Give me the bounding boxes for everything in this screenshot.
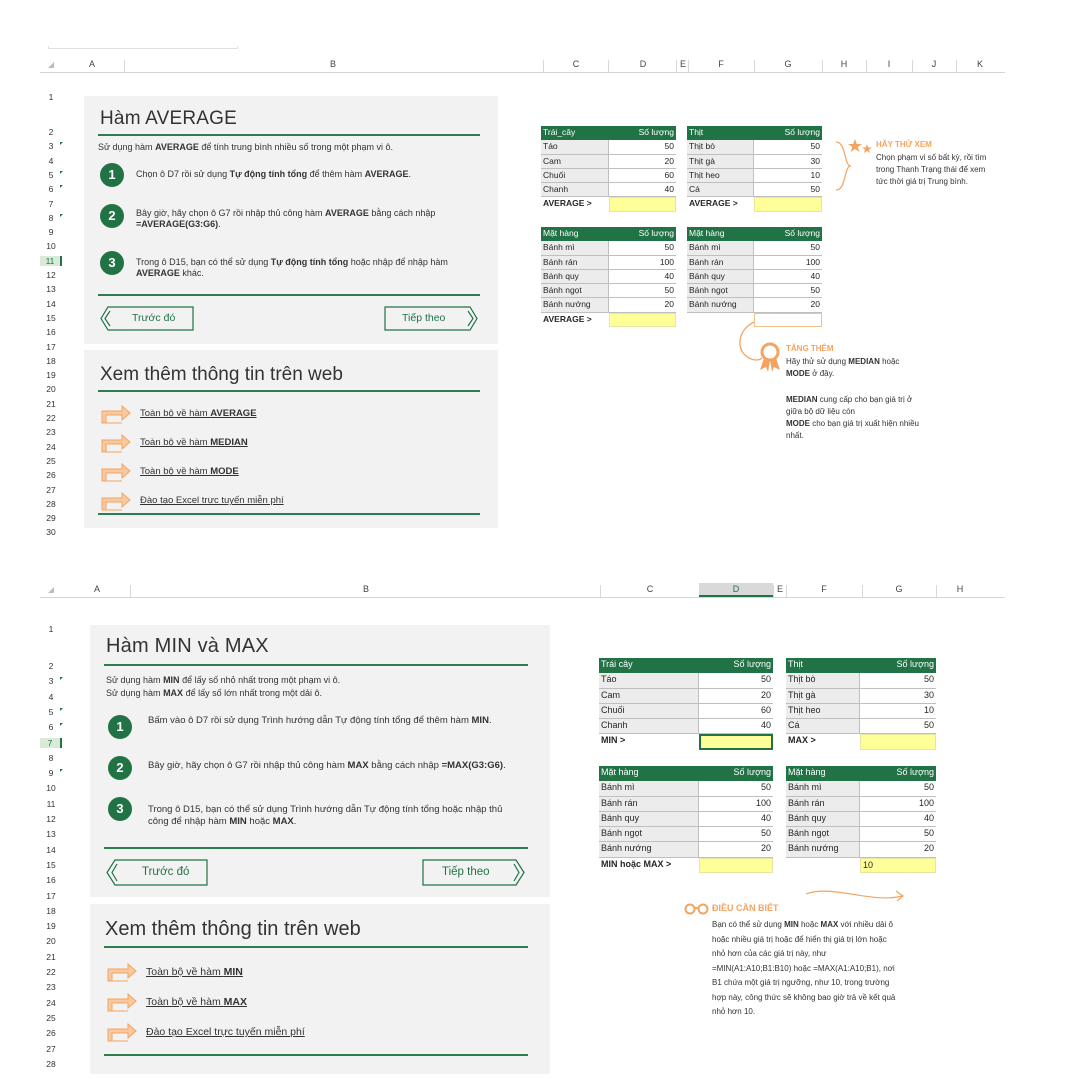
title-underline [104,664,528,666]
table-row[interactable]: Thịt heo 10 [786,704,936,719]
tip-line: hợp này, công thức sẽ không bao giờ trả về kết quả [712,992,896,1002]
ribbon-icon [758,342,782,372]
web-title-underline [98,390,480,392]
external-link-arrow-icon[interactable] [100,461,132,483]
comment-marker [60,214,63,217]
web-link[interactable]: Toàn bộ về hàm MIN [146,966,243,978]
table-row[interactable]: Bánh mì 50 [599,781,773,796]
data-table[interactable] [599,766,773,873]
column-header-row [40,583,1005,598]
tip-line: hoặc nhiều giá trị hoặc để hiển thị giá trị lớn hoặc [712,934,887,944]
previous-button[interactable]: Trước đó [100,306,194,330]
web-section-title: Xem thêm thông tin trên web [105,918,361,940]
web-link[interactable]: Toàn bộ về hàm AVERAGE [140,408,257,419]
select-all-corner[interactable] [48,587,54,593]
col-header[interactable]: C [646,584,654,594]
col-header[interactable]: B [329,59,337,69]
table-row[interactable]: Táo 50 [599,673,773,688]
row-header[interactable]: 4 [48,691,54,702]
external-link-arrow-icon[interactable] [100,432,132,454]
data-table[interactable] [687,126,822,212]
panel-title: Hàm AVERAGE [100,108,237,129]
next-button[interactable]: Tiếp theo [422,859,526,883]
curve-arrow-icon [802,884,912,914]
web-section-title: Xem thêm thông tin trên web [100,364,343,385]
table-row[interactable]: Bánh nướng 20 [786,842,936,857]
col-header[interactable]: H [956,584,964,594]
row-header[interactable]: 22 [46,967,56,977]
row-header[interactable]: 9 [48,768,54,779]
step-2-text: Bây giờ, hãy chọn ô G7 rồi nhập thủ công hàm MAX bằng cách nhập =MAX(G3:G6). [148,760,506,771]
data-table[interactable] [541,227,676,327]
row-header[interactable]: 14 [46,298,56,309]
row-header[interactable]: 10 [46,241,56,252]
external-link-arrow-icon[interactable] [106,961,138,983]
result-cell[interactable] [699,734,773,749]
worksheet-average [40,46,1005,540]
comment-marker [60,185,63,188]
web-link[interactable]: Đào tạo Excel trực tuyến miễn phí [140,495,284,506]
step-1-badge: 1 [100,163,124,187]
row-header[interactable]: 17 [46,890,56,901]
row-header[interactable]: 15 [46,312,56,323]
tip-text: Chọn phạm vi số bất kỳ, rồi tìm trong Thanh Trạng thái để xem tức thời giá trị Trung bình. [876,153,987,186]
table-row[interactable]: Cam 20 [599,689,773,704]
table-row[interactable]: Bánh nướng 20 [687,298,822,312]
web-link[interactable]: Toàn bộ về hàm MAX [146,996,247,1008]
select-all-corner[interactable] [48,62,54,68]
table-row[interactable]: Táo 50 [541,140,676,154]
intro-text: Sử dụng hàm AVERAGE để tính trung bình nhiều số trong một phạm vi ô. [98,142,394,152]
result-row[interactable]: MIN > [599,734,773,749]
col-header[interactable]: I [887,59,891,69]
step-3-badge: 3 [108,797,132,821]
panel-title: Hàm MIN và MAX [106,635,269,657]
row-header[interactable]: 6 [48,184,54,195]
row-header[interactable]: 7 [48,198,54,209]
step-1-text: Chọn ô D7 rồi sử dụng Tự động tính tổng để thêm hàm AVERAGE. [136,169,411,179]
row-header[interactable]: 7 [40,738,62,748]
row-header[interactable]: 21 [46,398,56,409]
table-row[interactable]: Bánh quy 40 [599,812,773,827]
intro-text-max: Sử dụng hàm MAX để lấy số lớn nhất trong một dải ô. [106,688,323,698]
col-header[interactable]: A [93,584,101,594]
web-divider [104,1054,528,1056]
row-header[interactable]: 18 [46,355,56,366]
row-header[interactable]: 13 [46,829,56,840]
intro-text-min: Sử dụng hàm MIN để lấy số nhỏ nhất trong một phạm vi ô. [106,675,341,685]
table-row[interactable]: Thịt gà 30 [786,689,936,704]
table-row[interactable]: Cá 50 [786,719,936,734]
column-header-row [40,58,1005,73]
stars-icon [848,138,874,158]
row-header[interactable]: 14 [46,844,56,855]
step-1-badge: 1 [108,715,132,739]
table-header[interactable]: Mặt hàng Số lượng [541,227,676,241]
row-header[interactable]: 5 [48,169,54,180]
table-row[interactable]: Bánh ngọt 50 [786,827,936,842]
step-1-text: Bấm vào ô D7 rồi sử dụng Trình hướng dẫn Tự động tính tổng để thêm hàm MIN. [148,715,492,726]
row-header[interactable]: 11 [40,256,62,266]
table-row[interactable]: Bánh rán 100 [599,797,773,812]
col-header[interactable]: B [362,584,370,594]
step-2-badge: 2 [100,204,124,228]
external-link-arrow-icon[interactable] [106,991,138,1013]
comment-marker [60,769,63,772]
next-button[interactable]: Tiếp theo [384,306,479,330]
row-header[interactable]: 11 [46,798,56,809]
table-row[interactable]: Bánh rán 100 [541,256,676,270]
col-header[interactable]: G [784,59,792,69]
table-row[interactable]: Cá 50 [687,183,822,197]
table-row[interactable]: Bánh mì 50 [687,241,822,255]
data-table[interactable] [599,658,773,750]
table-row[interactable]: Bánh mì 50 [541,241,676,255]
table-row[interactable]: Bánh mì 50 [786,781,936,796]
table-row[interactable]: Bánh rán 100 [687,256,822,270]
external-link-arrow-icon[interactable] [100,490,132,512]
comment-marker [60,677,63,680]
divider [98,294,480,296]
row-header[interactable]: 27 [46,1043,56,1054]
row-header[interactable]: 4 [48,155,54,166]
external-link-arrow-icon[interactable] [100,403,132,425]
result-row[interactable]: MAX > [786,734,936,749]
row-header[interactable]: 2 [48,127,54,137]
table-row[interactable]: Thịt bò 50 [687,140,822,154]
glasses-icon [684,903,710,915]
result-cell[interactable] [609,197,676,211]
col-header[interactable]: D [639,59,647,69]
row-header[interactable]: 6 [48,722,54,733]
table-row[interactable]: Chuối 60 [541,169,676,183]
row-header[interactable]: 23 [46,982,56,993]
web-link[interactable]: Toàn bộ về hàm MODE [140,466,239,477]
row-header[interactable]: 21 [46,951,56,962]
row-header[interactable]: 20 [46,384,56,395]
comment-marker [60,708,63,711]
row-header[interactable]: 24 [46,997,56,1008]
row-header[interactable]: 1 [48,92,54,102]
result-row[interactable]: AVERAGE > [687,197,822,211]
row-header[interactable]: 12 [46,814,56,824]
table-row[interactable]: Chuối 60 [599,704,773,719]
col-header[interactable]: D [732,584,740,594]
tip2-title: TĂNG THÊM [786,344,834,353]
step-2-badge: 2 [108,756,132,780]
row-header[interactable]: 13 [46,284,56,295]
row-header[interactable]: 17 [46,341,56,352]
table-row[interactable]: Bánh ngọt 50 [541,284,676,298]
instruction-panel [90,625,550,897]
row-header[interactable]: 28 [46,1058,56,1069]
table-row[interactable]: Thịt heo 10 [687,169,822,183]
tip-title: ĐIỀU CẦN BIẾT [712,903,779,913]
step-3-badge: 3 [100,251,124,275]
comment-marker [60,171,63,174]
web-links-panel [90,904,550,1074]
row-header[interactable]: 15 [46,859,56,870]
tab-strip [48,46,238,49]
tip-text [712,918,974,1020]
table-header[interactable]: Mặt hàng Số lượng [687,227,822,241]
table-row[interactable]: Bánh quy 40 [541,270,676,284]
result-cell[interactable] [754,197,822,211]
row-header[interactable]: 8 [48,212,54,223]
row-header[interactable]: 2 [48,661,54,671]
worksheet-min-max [40,578,1005,1078]
row-header[interactable]: 16 [46,327,56,338]
result-row[interactable]: MIN hoặc MAX > [599,858,773,873]
row-header[interactable]: 19 [46,370,56,381]
row-header[interactable]: 12 [46,270,56,280]
row-header[interactable]: 29 [46,513,56,524]
col-header[interactable]: H [840,59,848,69]
web-title-underline [104,946,528,948]
tip2-text: Hãy thử sử dụng MEDIAN hoặc MODE ở đây. MEDIAN cung cấp cho bạn giá trị ở giữa bộ dữ liệu còn MODE cho bạn giá trị xuất hiện nhiều nhất. [786,357,919,440]
row-header[interactable]: 5 [48,706,54,717]
row-header[interactable]: 3 [48,676,54,687]
row-header[interactable]: 30 [46,527,56,538]
data-table[interactable] [687,227,822,327]
tip-title: HÃY THỬ XEM [876,140,932,149]
table-row[interactable]: Bánh quy 40 [687,270,822,284]
title-underline [98,134,480,136]
step-2-text: Bây giờ, hãy chọn ô G7 rồi nhập thủ công hàm AVERAGE bằng cách nhập =AVERAGE(G3:G6). [136,208,436,229]
result-row[interactable]: AVERAGE > [541,313,676,327]
data-table[interactable] [541,126,676,212]
row-header[interactable]: 1 [48,624,54,634]
row-header[interactable]: 18 [46,905,56,916]
table-row[interactable]: Thịt gà 30 [687,155,822,169]
row-header[interactable]: 26 [46,1028,56,1039]
col-header[interactable]: C [572,59,580,69]
col-header[interactable]: A [88,59,96,69]
col-header[interactable]: E [776,584,784,594]
comment-marker [60,142,63,145]
row-header[interactable]: 28 [46,498,56,509]
previous-button[interactable]: Trước đó [106,859,208,883]
table-row[interactable]: Bánh quy 40 [786,812,936,827]
table-row[interactable]: Cam 20 [541,155,676,169]
col-header[interactable]: E [679,59,687,69]
comment-marker [60,723,63,726]
row-header[interactable]: 26 [46,470,56,481]
row-header[interactable]: 25 [46,455,56,466]
table-row[interactable]: Chanh 40 [599,719,773,734]
col-header[interactable]: J [931,59,937,69]
col-header[interactable]: G [895,584,903,594]
table-header[interactable]: Thịt Số lượng [687,126,822,140]
tip-line: nhỏ hơn của các giá trị này, như [712,949,827,958]
row-header[interactable]: 27 [46,484,56,495]
external-link-arrow-icon[interactable] [106,1021,138,1043]
table-row[interactable]: Bánh nướng 20 [541,298,676,312]
data-table[interactable] [786,658,936,750]
result-cell[interactable] [860,734,936,749]
row-header[interactable]: 8 [48,752,54,763]
row-header[interactable]: 10 [46,783,56,794]
web-links-panel [84,350,498,528]
row-header[interactable]: 24 [46,441,56,452]
table-header[interactable]: Mặt hàng Số lượng [786,766,936,781]
web-link[interactable]: Toàn bộ về hàm MEDIAN [140,437,248,448]
row-header[interactable]: 20 [46,936,56,947]
table-row[interactable]: Bánh ngọt 50 [599,827,773,842]
table-row[interactable]: Chanh 40 [541,183,676,197]
data-table[interactable] [786,766,936,873]
row-header[interactable]: 16 [46,875,56,886]
table-header[interactable]: Mặt hàng Số lượng [599,766,773,781]
table-header[interactable]: Thịt Số lượng [786,658,936,673]
tip-line: =MIN(A1:A10;B1:B10) hoặc =MAX(A1:A10;B1), nơi [712,963,895,973]
result-cell[interactable]: 10 [860,858,936,873]
tip-line: B1 chứa một giá trị ngưỡng, như 10, trong trường [712,978,890,987]
row-header[interactable]: 3 [48,141,54,152]
row-header[interactable]: 25 [46,1012,56,1023]
table-row[interactable]: Bánh rán 100 [786,797,936,812]
tip-line: nhỏ hơn 10. [712,1007,756,1016]
divider [104,847,528,849]
instruction-panel [84,96,498,344]
table-row[interactable]: Bánh nướng 20 [599,842,773,857]
table-header[interactable]: Trái cây Số lượng [599,658,773,673]
col-header[interactable]: F [821,584,827,594]
step-3-text: Trong ô D15, bạn có thể sử dụng Tự động tính tổng hoặc nhập để nhập hàm AVERAGE khác. [136,257,448,278]
step-3-text: Trong ô D15, bạn có thể sử dụng Trình hướng dẫn Tự động tính tổng hoặc nhập thủ công để nhập hàm MIN hoặc MAX. [148,804,503,827]
row-header[interactable]: 9 [48,227,54,238]
result-row[interactable] [786,858,936,873]
row-header[interactable]: 22 [46,413,56,423]
col-header[interactable]: F [718,59,724,69]
web-link[interactable]: Đào tạo Excel trực tuyến miễn phí [146,1026,305,1038]
result-cell[interactable] [609,313,676,327]
row-header[interactable]: 19 [46,921,56,932]
table-row[interactable]: Thịt bò 50 [786,673,936,688]
tip-line: Bạn có thể sử dụng MIN hoặc MAX với nhiều dải ô [712,920,893,929]
row-header[interactable]: 23 [46,427,56,438]
col-header[interactable]: K [976,59,984,69]
result-row[interactable]: AVERAGE > [541,197,676,211]
table-row[interactable]: Bánh ngọt 50 [687,284,822,298]
web-divider [98,513,480,515]
result-cell[interactable] [699,858,773,873]
table-header[interactable]: Trái_cây Số lượng [541,126,676,140]
